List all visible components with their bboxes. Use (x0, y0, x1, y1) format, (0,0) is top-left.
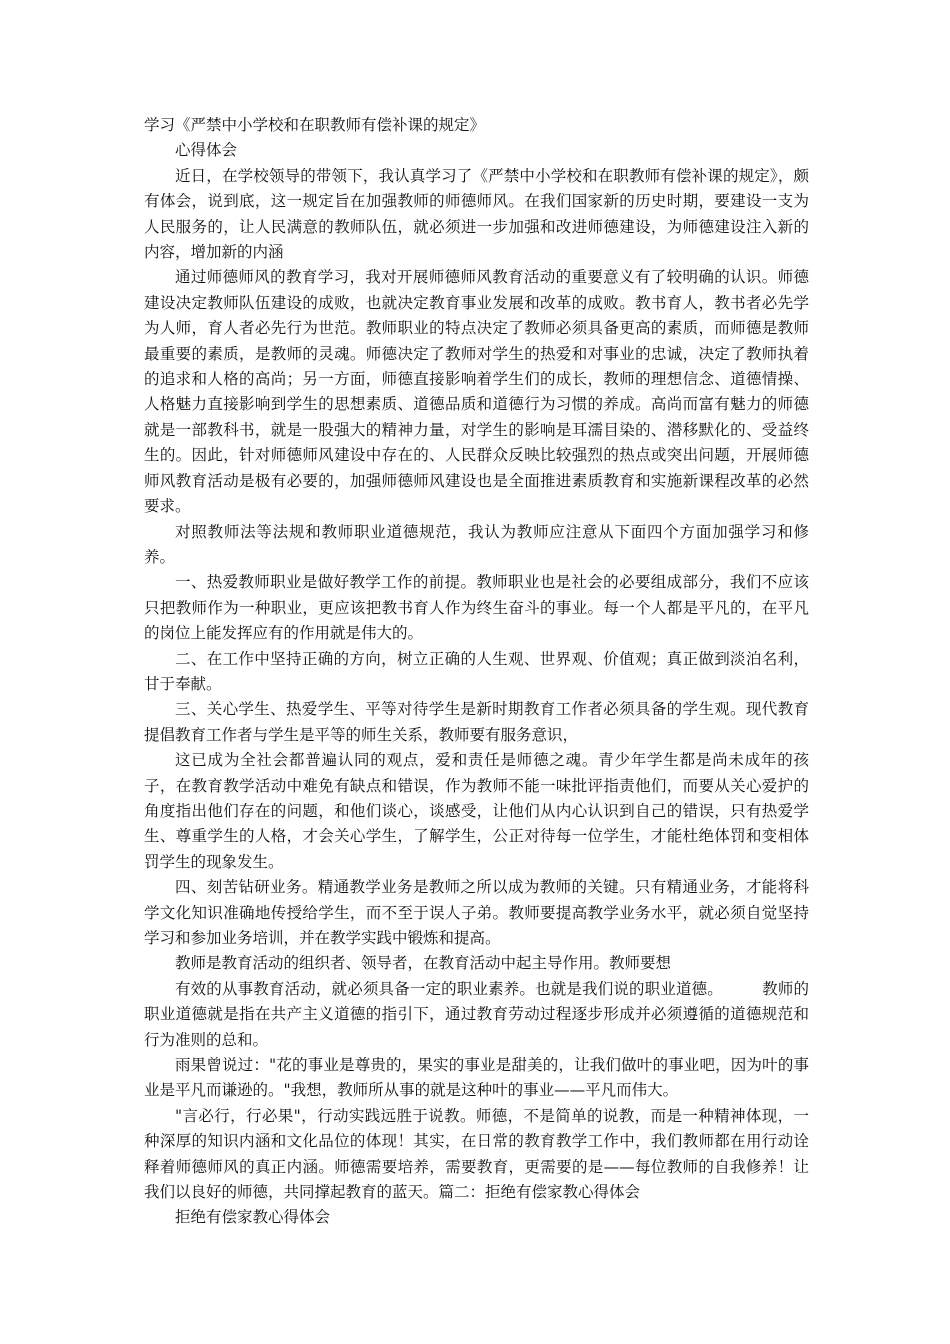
paragraph-point-three: 三、关心学生、热爱学生、平等对待学生是新时期教育工作者必须具备的学生观。现代教育提倡教育工作者与学生是平等的师生关系，教师要有服务意识， (144, 700, 809, 744)
paragraph-teacher-role: 教师是教育活动的组织者、领导者，在教育活动中起主导作用。教师要想 (175, 954, 672, 973)
paragraph-intro: 近日，在学校领导的带领下，我认真学习了《严禁中小学校和在职教师有偿补课的规定》，颇有体会，说到底，这一规定旨在加强教师的师德师风。在我们国家新的历史时期，要建设一支为人民服务的，让人民满意的教师队伍，就必须进一步加强和改进师德建设，为师德建设注入新的内容，增加新的内涵 (144, 166, 809, 262)
paragraph-part-two-title: 拒绝有偿家教心得体会 (175, 1208, 331, 1227)
paragraph-point-two: 二、在工作中坚持正确的方向，树立正确的人生观、世界观、价值观；真正做到淡泊名利，甘于奉献。 (144, 649, 809, 693)
paragraph-point-one: 一、热爱教师职业是做好教学工作的前提。教师职业也是社会的必要组成部分，我们不应该只把教师作为一种职业，更应该把教书育人作为终生奋斗的事业。每一个人都是平凡的，在平凡的岗位上能发挥应有的作用就是伟大的。 (144, 573, 809, 643)
document-page (144, 113, 809, 1231)
paragraph-hugo-quote: 雨果曾说过："花的事业是尊贵的，果实的事业是甜美的，让我们做叶的事业吧，因为叶的事业是平凡而谦逊的。"我想，教师所从事的就是这种叶的事业——平凡而伟大。 (144, 1056, 809, 1100)
document-title: 学习《严禁中小学校和在职教师有偿补课的规定》 (144, 116, 486, 134)
paragraph-significance: 通过师德师风的教育学习，我对开展师德师风教育活动的重要意义有了较明确的认识。师德建设决定教师队伍建设的成败，也就决定教育事业发展和改革的成败。教书育人，教书者必先学为人师，育人者必先行为世范。教师职业的特点决定了教师必须具备更高的素质，而师德是教师最重要的素质，是教师的灵魂。师德决定了教师对学生的热爱和对事业的忠诚，决定了教师执着的追求和人格的高尚；另一方面，师德直接影响着学生们的成长，教师的理想信念、道德情操、人格魅力直接影响到学生的思想素质、道德品质和道德行为习惯的养成。高尚而富有魅力的师德就是一部教科书，就是一股强大的精神力量，对学生的影响是耳濡目染的、潜移默化的、受益终生的。因此，针对师德师风建设中存在的、人民群众反映比较强烈的热点或突出问题，开展师德师风教育活动是极有必要的，加强师德师风建设也是全面推进素质教育和实施新课程改革的必然要求。 (144, 268, 809, 516)
paragraph-point-four: 四、刻苦钻研业务。精通教学业务是教师之所以成为教师的关键。只有精通业务，才能将科学文化知识准确地传授给学生，而不至于误人子弟。教师要提高教学业务水平，就必须自觉坚持学习和参加业务培训，并在教学实践中锻炼和提高。 (144, 878, 809, 947)
paragraph-professional-ethics: 有效的从事教育活动，就必须具备一定的职业素养。也就是我们说的职业道德。 教师的职业道德就是指在共产主义道德的指引下，通过教育劳动过程逐步形成并必须遵循的道德规范和行为准则的总和。 (144, 979, 809, 1049)
paragraph-point-three-cont: 这已成为全社会都普遍认同的观点，爱和责任是师德之魂。青少年学生都是尚未成年的孩子，在教育教学活动中难免有缺点和错误，作为教师不能一味批评指责他们，而要从关心爱护的角度指出他们存在的问题，和他们谈心，谈感受，让他们从内心认识到自己的错误，只有热爱学生、尊重学生的人格，才会关心学生，了解学生，公正对待每一位学生，才能杜绝体罚和变相体罚学生的现象发生。 (144, 751, 809, 871)
paragraph-four-aspects: 对照教师法等法规和教师职业道德规范，我认为教师应注意从下面四个方面加强学习和修养。 (144, 522, 809, 566)
document-subtitle: 心得体会 (175, 141, 238, 160)
paragraph-practice: "言必行，行必果"，行动实践远胜于说教。师德，不是简单的说教，而是一种精神体现，一种深厚的知识内涵和文化品位的体现！其实，在日常的教育教学工作中，我们教师都在用行动诠释着师德师风的真正内涵。师德需要培养，需要教育，更需要的是——每位教师的自我修养！让我们以良好的师德，共同撑起教育的蓝天。篇二：拒绝有偿家教心得体会 (144, 1106, 809, 1202)
